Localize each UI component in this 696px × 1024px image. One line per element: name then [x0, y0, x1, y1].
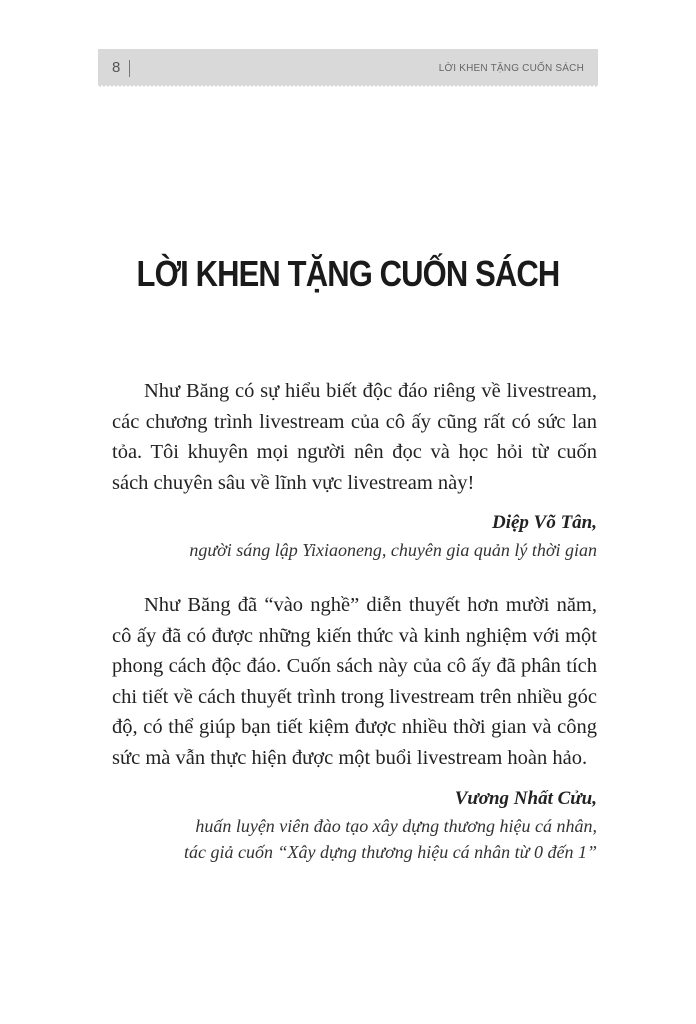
running-title: LỜI KHEN TẶNG CUỐN SÁCH — [438, 63, 584, 74]
testimonial-author-role: tác giả cuốn “Xây dựng thương hiệu cá nhân từ 0 đến 1” — [183, 842, 597, 862]
page-number: 8 — [112, 59, 121, 76]
testimonial-author-role: người sáng lập Yixiaoneng, chuyên gia quản lý thời gian — [189, 540, 597, 560]
testimonial-2 — [112, 590, 597, 865]
testimonial-author: Vương Nhất Cửu, — [454, 788, 597, 809]
chapter-title: LỜI KHEN TẶNG CUỐN SÁCH — [136, 253, 560, 294]
testimonial-author-role: huấn luyện viên đào tạo xây dựng thương hiệu cá nhân, — [195, 816, 597, 836]
header-divider — [129, 60, 130, 77]
testimonial-1 — [112, 376, 597, 563]
testimonial-text: Như Băng đã “vào nghề” diễn thuyết hơn mười năm, cô ấy đã có được những kiến thức và kinh nghiệm với một phong cách độc đáo. Cuốn sách này của cô ấy đã phân tích chi tiết về cách thuyết trình trong livestream trên nhiều góc độ, có thể giúp bạn tiết kiệm được nhiều thời gian và công sức mà vẫn thực hiện được một buổi livestream hoàn hảo. — [112, 594, 598, 769]
testimonial-text: Như Băng có sự hiểu biết độc đáo riêng về livestream, các chương trình livestream của cô ấy cũng rất có sức lan tỏa. Tôi khuyên mọi người nên đọc và học hỏi từ cuốn sách chuyên sâu về lĩnh vực livestream này! — [112, 380, 597, 494]
testimonial-author: Diệp Võ Tân, — [491, 512, 597, 533]
